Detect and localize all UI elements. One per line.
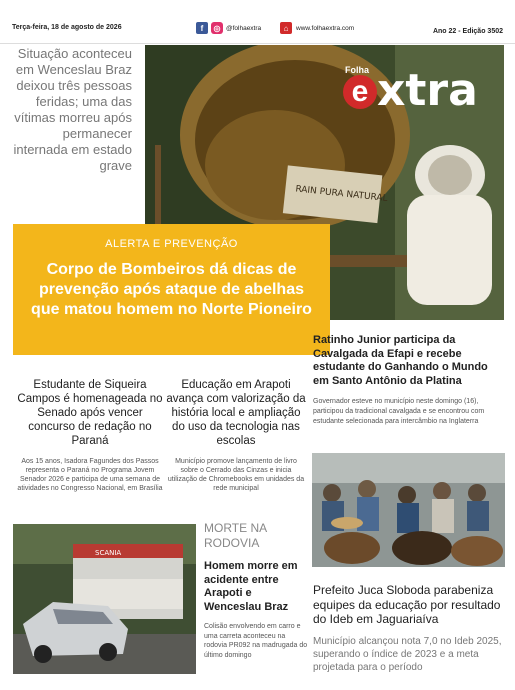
article-title[interactable]: Estudante de Siqueira Campos é homenageada no Senado após vencer concurso de redação no Paraná: [17, 379, 163, 447]
feature-headline-box[interactable]: [13, 224, 330, 355]
feature-headline[interactable]: Corpo de Bombeiros dá dicas de prevenção após ataque de abelhas que matou homem no Norte Pioneiro: [31, 261, 312, 318]
article-ratinho[interactable]: [313, 334, 505, 427]
social-handle[interactable]: @folhaextra: [226, 24, 262, 32]
article-crash[interactable]: [204, 521, 308, 660]
issue-date: Terça-feira, 18 de agosto de 2026: [12, 24, 122, 31]
crash-kicker: MORTE NA RODOVIA: [204, 521, 267, 550]
article-title[interactable]: Prefeito Juca Sloboda parabeniza equipes da educação por resultado do Ideb em Jaguariaíva: [313, 583, 501, 626]
logo-extra: xtra: [377, 65, 478, 116]
logo-e-badge: e: [343, 75, 377, 109]
facebook-icon[interactable]: f: [196, 22, 208, 34]
edition-number: Ano 22 - Edição 3502: [432, 28, 503, 35]
cavalgada-photo[interactable]: [312, 453, 505, 567]
accident-illustration: [13, 524, 196, 674]
feature-kicker: ALERTA E PREVENÇÃO: [105, 238, 238, 250]
article-senado[interactable]: [14, 378, 166, 493]
article-summary: Aos 15 anos, Isadora Fagundes dos Passos representa o Paraná no Programa Jovem Senador 2026 e participa de uma semana de atividades no Congresso Nacional, em Brasília: [17, 458, 163, 492]
article-summary: Governador esteve no município neste domingo (16), participou da tradicional cavalgada e se encontrou com estudante selecionada para intercâmbio na Inglaterra: [313, 398, 485, 425]
instagram-icon[interactable]: ◎: [211, 22, 223, 34]
social-links[interactable]: [196, 22, 261, 34]
cavalgada-illustration: [312, 453, 505, 567]
truck-brand-text: SCANIA: [95, 549, 122, 557]
article-summary: Município promove lançamento de livro sobre o Cerrado das Cinzas e inicia utilização de Chromebooks em unidades da rede municipal: [167, 458, 305, 492]
hive-sign-text: RAIN PURA NATURAL: [294, 184, 388, 205]
article-summary: Colisão envolvendo em carro e uma carreta aconteceu na rodovia PR092 na madrugada do último domingo: [204, 623, 308, 659]
article-title[interactable]: Ratinho Junior participa da Cavalgada da Efapi e recebe estudante do Ganhando o Mundo em Santo Antônio da Platina: [313, 334, 488, 387]
masthead-bar: [0, 0, 515, 44]
logo-folha: Folha: [345, 65, 369, 75]
article-title[interactable]: Homem morre em acidente entre Arapoti e Wenceslau Braz: [204, 560, 298, 613]
lead-summary: Situação aconteceu em Wenceslau Braz deixou três pessoas feridas; uma das vítimas morreu após permanecer internada em estado grave: [13, 46, 132, 173]
web-icon: ⌂: [280, 22, 292, 34]
accident-photo[interactable]: [13, 524, 196, 674]
article-title[interactable]: Educação em Arapoti avança com valorização da história local e ampliação do uso da tecnologia nas escolas: [166, 379, 306, 447]
article-educacao[interactable]: [166, 378, 306, 493]
article-ideb[interactable]: [313, 583, 505, 674]
website-link[interactable]: [280, 22, 354, 34]
article-summary: Município alcançou nota 7,0 no Ideb 2025, superando o índice de 2023 e a meta projetada para o período: [313, 635, 502, 673]
website-url[interactable]: www.folhaextra.com: [296, 24, 355, 32]
